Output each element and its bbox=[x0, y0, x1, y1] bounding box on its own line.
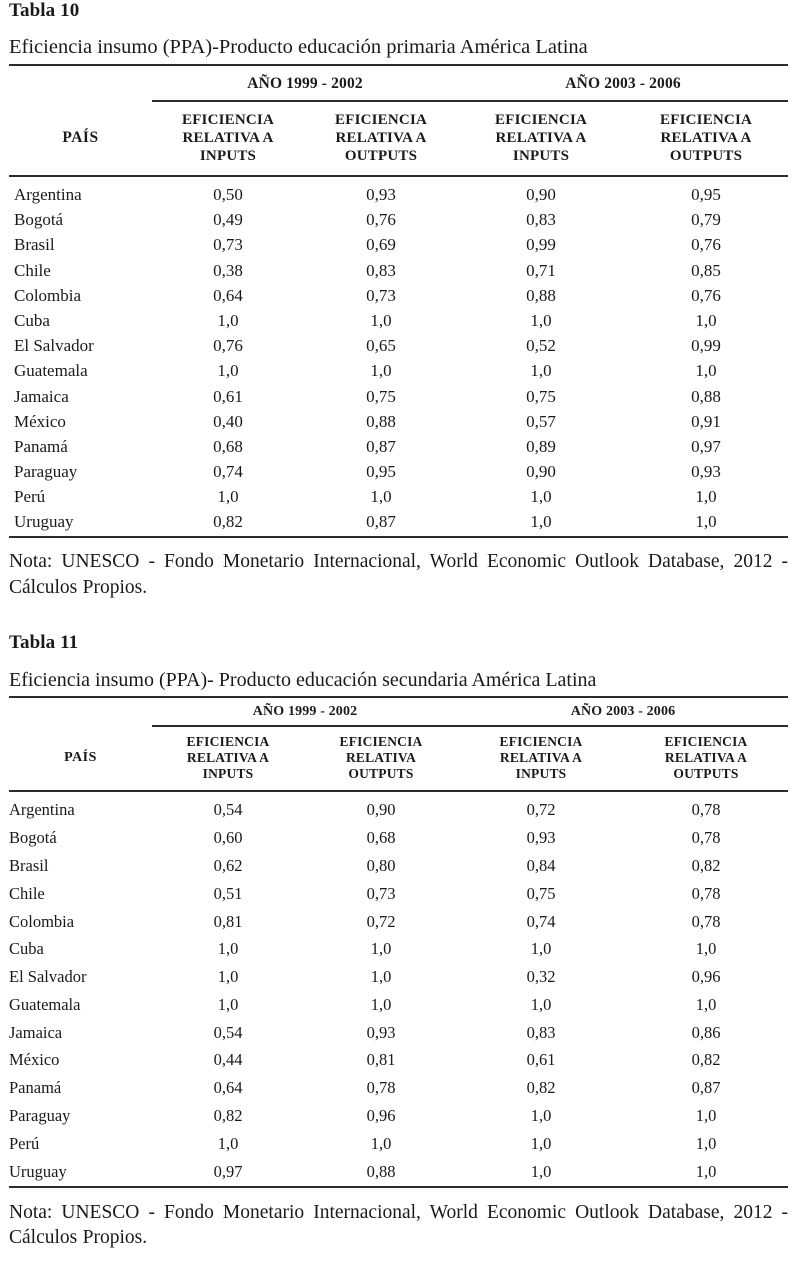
cell-value: 0,72 bbox=[458, 791, 624, 823]
table-row bbox=[9, 879, 788, 907]
cell-country: Chile bbox=[9, 883, 45, 903]
table-head bbox=[9, 65, 788, 176]
cell-value: 1,0 bbox=[530, 939, 552, 959]
table-row bbox=[9, 935, 788, 963]
cell-value: 1,0 bbox=[695, 487, 717, 507]
cell-value: 0,40 bbox=[213, 411, 243, 431]
cell-value: 0,90 bbox=[526, 462, 556, 482]
column-header-4-line-3: OUTPUTS bbox=[673, 766, 739, 782]
cell-value: 0,81 bbox=[366, 1050, 396, 1070]
cell-value: 1,0 bbox=[217, 1133, 239, 1153]
table-row bbox=[9, 358, 788, 383]
cell-country: Argentina bbox=[9, 791, 152, 823]
cell-value: 1,0 bbox=[530, 1106, 552, 1126]
cell-value: 0,71 bbox=[526, 260, 556, 280]
cell-value: 0,60 bbox=[213, 828, 243, 848]
cell-value: 0,79 bbox=[691, 210, 721, 230]
cell-value: 0,84 bbox=[526, 856, 556, 875]
cell-value: 0,62 bbox=[213, 856, 243, 875]
cell-value: 0,89 bbox=[526, 436, 556, 456]
group-header-row bbox=[9, 65, 788, 101]
cell-value: 0,68 bbox=[366, 828, 396, 848]
cell-country: Jamaica bbox=[9, 1022, 63, 1042]
cell-value: 1,0 bbox=[530, 310, 552, 330]
cell-country: El Salvador bbox=[14, 336, 94, 356]
cell-value: 0,88 bbox=[366, 411, 396, 431]
group-header-1999-2002: AÑO 1999 - 2002 bbox=[152, 65, 458, 101]
cell-value: 0,38 bbox=[213, 260, 243, 280]
column-header-row bbox=[9, 727, 788, 791]
column-header-1 bbox=[152, 727, 304, 791]
cell-value: 1,0 bbox=[530, 1161, 552, 1181]
table-label-tabla-11: Tabla 11 bbox=[9, 632, 79, 654]
group-header-2003-2006: AÑO 2003 - 2006 bbox=[458, 65, 788, 101]
cell-value: 0,95 bbox=[366, 462, 396, 482]
cell-country: Uruguay bbox=[14, 512, 74, 532]
cell-value: 0,73 bbox=[366, 285, 396, 305]
table-row bbox=[9, 1157, 788, 1186]
table-label-tabla-10: Tabla 10 bbox=[9, 0, 80, 21]
table-row bbox=[9, 283, 788, 308]
cell-value: 0,76 bbox=[691, 235, 721, 255]
cell-value: 0,96 bbox=[366, 1106, 396, 1126]
cell-country: Panamá bbox=[14, 436, 68, 456]
cell-value: 1,0 bbox=[370, 310, 392, 330]
cell-value: 0,82 bbox=[691, 1050, 721, 1070]
cell-value: 0,97 bbox=[691, 436, 721, 456]
cell-country: Chile bbox=[14, 260, 51, 280]
cell-value: 1,0 bbox=[695, 1161, 717, 1181]
column-header-2-line-2: RELATIVA bbox=[345, 750, 417, 766]
column-header-1-line-2: RELATIVA A bbox=[186, 750, 270, 766]
cell-value: 0,61 bbox=[526, 1050, 556, 1070]
cell-value: 0,80 bbox=[366, 856, 396, 875]
table-row bbox=[9, 383, 788, 408]
column-header-1-line-1: EFICIENCIA bbox=[181, 112, 274, 128]
column-header-3-line-3: INPUTS bbox=[512, 148, 570, 164]
group-header-2003-2006: AÑO 2003 - 2006 bbox=[458, 697, 788, 726]
column-header-2-line-1: EFICIENCIA bbox=[335, 112, 428, 128]
cell-value: 0,78 bbox=[691, 828, 721, 848]
column-header-2 bbox=[304, 727, 458, 791]
cell-country: Paraguay bbox=[14, 462, 78, 482]
cell-country: Guatemala bbox=[14, 361, 88, 381]
cell-value: 0,75 bbox=[526, 883, 556, 903]
column-header-2 bbox=[304, 102, 458, 176]
cell-value: 1,0 bbox=[217, 361, 239, 381]
cell-value: 1,0 bbox=[217, 994, 239, 1014]
cell-value: 0,74 bbox=[526, 911, 556, 931]
cell-value: 0,78 bbox=[366, 1078, 396, 1098]
group-header-spacer bbox=[9, 697, 152, 726]
cell-country: Brasil bbox=[14, 235, 55, 255]
table-row bbox=[9, 852, 788, 880]
cell-value: 1,0 bbox=[530, 512, 552, 532]
cell-value: 1,0 bbox=[695, 361, 717, 381]
table-caption-tabla-11: Eficiencia insumo (PPA)- Producto educación secundaria América Latina bbox=[9, 669, 597, 692]
cell-value: 1,0 bbox=[370, 994, 392, 1014]
cell-value: 0,83 bbox=[526, 210, 556, 230]
column-header-row bbox=[9, 102, 788, 176]
column-header-4-line-1: EFICIENCIA bbox=[660, 112, 753, 128]
cell-value: 1,0 bbox=[530, 361, 552, 381]
table-row bbox=[9, 907, 788, 935]
column-header-4-line-1: EFICIENCIA bbox=[664, 734, 748, 750]
column-header-3-line-1: EFICIENCIA bbox=[495, 112, 588, 128]
cell-value: 1,0 bbox=[695, 310, 717, 330]
cell-value: 1,0 bbox=[217, 487, 239, 507]
table-body bbox=[9, 791, 788, 1186]
cell-value: 0,68 bbox=[213, 436, 243, 456]
group-header-1999-2002: AÑO 1999 - 2002 bbox=[152, 697, 458, 726]
cell-value: 1,0 bbox=[370, 939, 392, 959]
cell-value: 1,0 bbox=[695, 1133, 717, 1153]
table-row bbox=[9, 459, 788, 484]
cell-value: 0,90 bbox=[458, 176, 624, 207]
cell-value: 0,61 bbox=[213, 386, 243, 406]
cell-value: 0,73 bbox=[213, 235, 243, 255]
cell-value: 0,90 bbox=[304, 791, 458, 823]
table-row bbox=[9, 176, 788, 207]
cell-value: 0,65 bbox=[366, 336, 396, 356]
cell-country: Uruguay bbox=[9, 1161, 67, 1181]
cell-value: 0,82 bbox=[213, 512, 243, 532]
cell-value: 1,0 bbox=[370, 967, 392, 987]
cell-value: 0,76 bbox=[213, 336, 243, 356]
cell-value: 1,0 bbox=[370, 361, 392, 381]
cell-value: 0,86 bbox=[691, 1022, 721, 1042]
cell-value: 0,99 bbox=[691, 336, 721, 356]
column-header-4-line-2: RELATIVA A bbox=[660, 130, 752, 146]
column-header-3-line-1: EFICIENCIA bbox=[499, 734, 583, 750]
cell-value: 0,52 bbox=[526, 336, 556, 356]
cell-value: 0,97 bbox=[213, 1161, 243, 1181]
column-header-2-line-1: EFICIENCIA bbox=[339, 734, 423, 750]
table-head bbox=[9, 697, 788, 791]
cell-country: Bogotá bbox=[14, 210, 64, 230]
cell-value: 1,0 bbox=[695, 512, 717, 532]
table-row bbox=[9, 257, 788, 282]
column-header-1-line-1: EFICIENCIA bbox=[186, 734, 270, 750]
cell-value: 0,88 bbox=[691, 386, 721, 406]
efficiency-table-primaria bbox=[9, 64, 788, 538]
cell-value: 0,49 bbox=[213, 210, 243, 230]
cell-value: 0,83 bbox=[366, 260, 396, 280]
cell-country: Panamá bbox=[9, 1078, 62, 1098]
column-header-pais: PAÍS bbox=[62, 129, 99, 146]
group-header-spacer bbox=[9, 65, 152, 101]
cell-country: Colombia bbox=[14, 285, 82, 305]
cell-value: 0,87 bbox=[691, 1078, 721, 1098]
section-spacer bbox=[9, 600, 788, 632]
cell-value: 1,0 bbox=[217, 310, 239, 330]
cell-country: Cuba bbox=[14, 310, 50, 330]
cell-country: El Salvador bbox=[9, 967, 87, 987]
cell-value: 1,0 bbox=[370, 487, 392, 507]
cell-value: 0,93 bbox=[526, 828, 556, 848]
cell-value: 0,78 bbox=[691, 883, 721, 903]
cell-value: 0,75 bbox=[366, 386, 396, 406]
cell-value: 0,82 bbox=[213, 1106, 243, 1126]
column-header-3-line-3: INPUTS bbox=[515, 766, 567, 782]
cell-value: 0,50 bbox=[152, 176, 304, 207]
cell-value: 0,87 bbox=[366, 436, 396, 456]
cell-value: 0,83 bbox=[526, 1022, 556, 1042]
cell-value: 0,73 bbox=[366, 883, 396, 903]
column-header-3-line-2: RELATIVA A bbox=[499, 750, 583, 766]
table-row bbox=[9, 791, 788, 823]
cell-value: 1,0 bbox=[217, 939, 239, 959]
cell-value: 0,91 bbox=[691, 411, 721, 431]
table-row bbox=[9, 963, 788, 991]
cell-country: Colombia bbox=[9, 911, 75, 931]
column-header-4-line-2: RELATIVA A bbox=[664, 750, 748, 766]
table-row bbox=[9, 509, 788, 537]
cell-value: 1,0 bbox=[530, 487, 552, 507]
cell-value: 0,88 bbox=[366, 1161, 396, 1181]
column-header-3 bbox=[458, 727, 624, 791]
cell-value: 1,0 bbox=[217, 967, 239, 987]
table-row bbox=[9, 1018, 788, 1046]
cell-value: 0,69 bbox=[366, 235, 396, 255]
column-header-2-line-2: RELATIVA A bbox=[335, 130, 427, 146]
cell-value: 0,85 bbox=[691, 260, 721, 280]
table-row bbox=[9, 434, 788, 459]
cell-value: 0,99 bbox=[526, 235, 556, 255]
cell-value: 0,44 bbox=[213, 1050, 243, 1070]
column-header-2-line-3: OUTPUTS bbox=[344, 148, 418, 164]
column-header-4-line-3: OUTPUTS bbox=[669, 148, 743, 164]
cell-country: Jamaica bbox=[14, 386, 69, 406]
table-row bbox=[9, 1074, 788, 1102]
table-row bbox=[9, 1129, 788, 1157]
cell-value: 0,57 bbox=[526, 411, 556, 431]
cell-value: 1,0 bbox=[530, 1133, 552, 1153]
cell-country: México bbox=[9, 1050, 60, 1070]
cell-value: 0,81 bbox=[213, 911, 243, 931]
cell-value: 0,93 bbox=[691, 462, 721, 482]
cell-value: 0,32 bbox=[526, 967, 556, 987]
table-row bbox=[9, 409, 788, 434]
table-body bbox=[9, 176, 788, 537]
table-note-tabla-10: Nota: UNESCO - Fondo Monetario Internacional, World Economic Outlook Database, 2012 - Cálculos Propios. bbox=[9, 551, 788, 598]
cell-country: Argentina bbox=[9, 176, 152, 207]
cell-value: 0,74 bbox=[213, 462, 243, 482]
cell-value: 0,54 bbox=[152, 791, 304, 823]
efficiency-table-secundaria bbox=[9, 696, 788, 1187]
table-row bbox=[9, 1102, 788, 1130]
column-header-4 bbox=[624, 727, 788, 791]
table-block-tabla-10 bbox=[9, 0, 788, 600]
cell-value: 1,0 bbox=[695, 994, 717, 1014]
table-row bbox=[9, 991, 788, 1019]
cell-value: 0,54 bbox=[213, 1022, 243, 1042]
table-row bbox=[9, 232, 788, 257]
cell-value: 0,51 bbox=[213, 883, 243, 903]
cell-value: 0,78 bbox=[624, 791, 788, 823]
table-row bbox=[9, 333, 788, 358]
cell-value: 0,75 bbox=[526, 386, 556, 406]
cell-value: 0,93 bbox=[366, 1022, 396, 1042]
table-note-tabla-11: Nota: UNESCO - Fondo Monetario Internacional, World Economic Outlook Database, 2012 - Cálculos Propios. bbox=[9, 1201, 788, 1249]
column-header-1-line-3: INPUTS bbox=[199, 148, 257, 164]
cell-country: Brasil bbox=[9, 856, 49, 875]
cell-country: Cuba bbox=[9, 939, 44, 959]
cell-country: México bbox=[14, 411, 66, 431]
column-header-4 bbox=[624, 102, 788, 176]
column-header-3-line-2: RELATIVA A bbox=[495, 130, 587, 146]
table-row bbox=[9, 308, 788, 333]
column-header-2-line-3: OUTPUTS bbox=[348, 766, 414, 782]
table-caption-tabla-10: Eficiencia insumo (PPA)-Producto educación primaria América Latina bbox=[9, 36, 588, 58]
cell-value: 0,95 bbox=[624, 176, 788, 207]
cell-value: 0,64 bbox=[213, 285, 243, 305]
column-header-1 bbox=[152, 102, 304, 176]
cell-country: Guatemala bbox=[9, 994, 81, 1014]
cell-value: 0,93 bbox=[304, 176, 458, 207]
cell-value: 0,82 bbox=[526, 1078, 556, 1098]
cell-value: 1,0 bbox=[695, 1106, 717, 1126]
cell-country: Perú bbox=[14, 487, 46, 507]
cell-value: 1,0 bbox=[695, 939, 717, 959]
cell-country: Paraguay bbox=[9, 1106, 71, 1126]
cell-value: 0,76 bbox=[691, 285, 721, 305]
cell-value: 0,72 bbox=[366, 911, 396, 931]
cell-value: 1,0 bbox=[370, 1133, 392, 1153]
table-row bbox=[9, 1046, 788, 1074]
cell-country: Perú bbox=[9, 1133, 40, 1153]
table-row bbox=[9, 824, 788, 852]
group-header-row bbox=[9, 697, 788, 726]
column-header-1-line-2: RELATIVA A bbox=[182, 130, 274, 146]
column-header-1-line-3: INPUTS bbox=[202, 766, 254, 782]
cell-value: 0,82 bbox=[691, 856, 721, 875]
table-block-tabla-11 bbox=[9, 632, 788, 1250]
column-header-3 bbox=[458, 102, 624, 176]
cell-value: 0,96 bbox=[691, 967, 721, 987]
cell-value: 0,87 bbox=[366, 512, 396, 532]
column-header-pais: PAÍS bbox=[64, 750, 97, 766]
table-row bbox=[9, 484, 788, 509]
table-row bbox=[9, 207, 788, 232]
cell-country: Bogotá bbox=[9, 828, 57, 848]
cell-value: 0,78 bbox=[691, 911, 721, 931]
cell-value: 0,76 bbox=[366, 210, 396, 230]
cell-value: 0,64 bbox=[213, 1078, 243, 1098]
cell-value: 1,0 bbox=[530, 994, 552, 1014]
cell-value: 0,88 bbox=[526, 285, 556, 305]
